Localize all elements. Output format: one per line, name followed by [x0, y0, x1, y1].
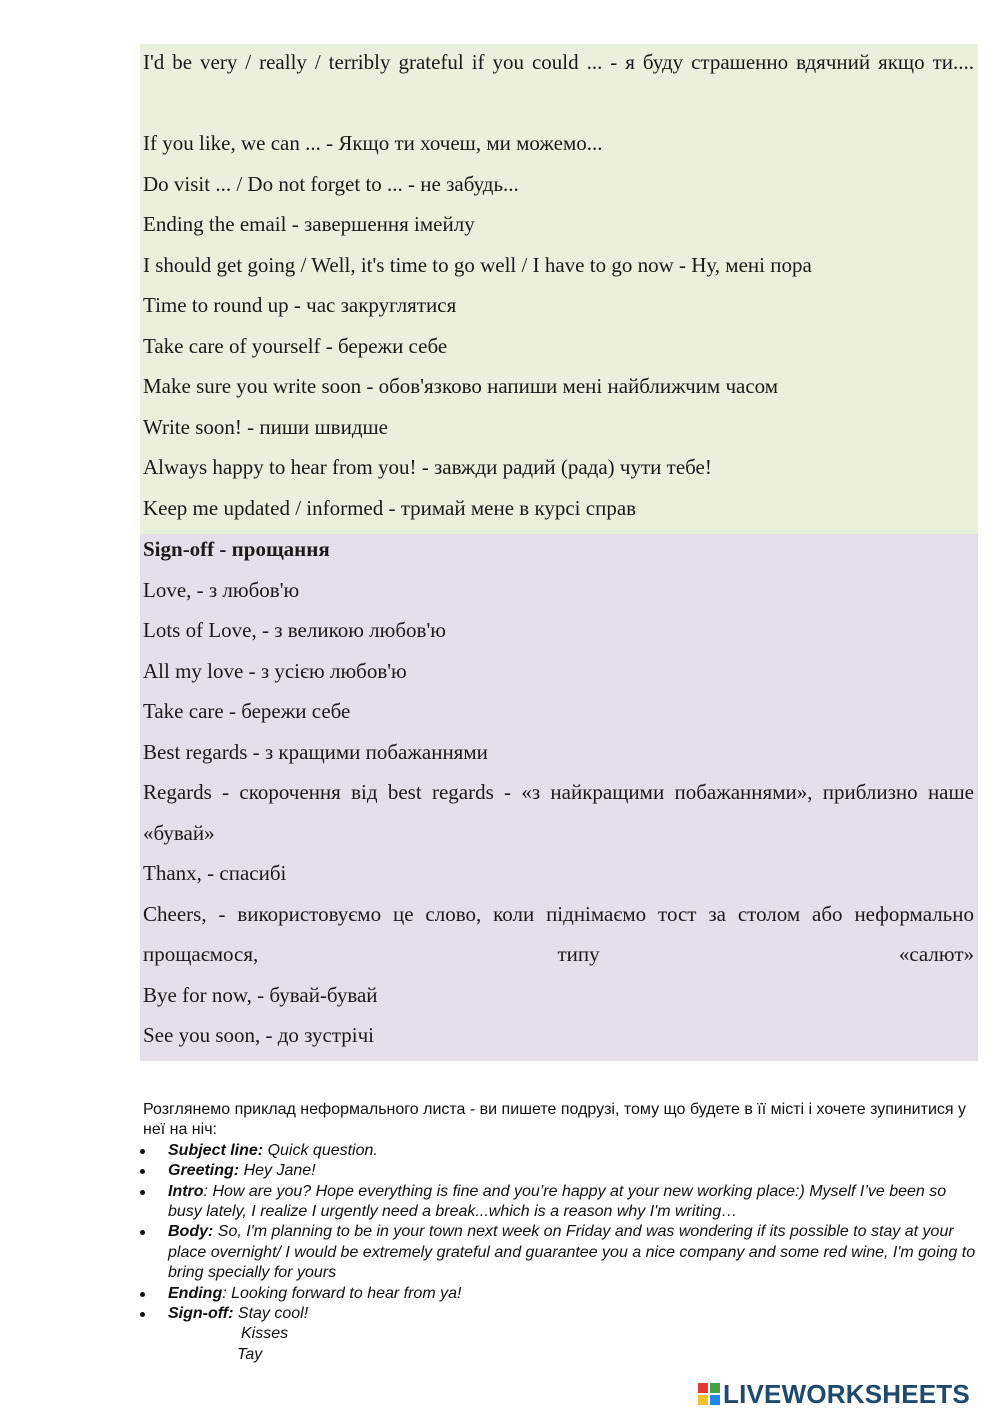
logo-text: LIVEWORKSHEETS: [723, 1378, 970, 1409]
item-label: Ending: [168, 1284, 223, 1302]
bullet-icon: [140, 1312, 145, 1317]
item-label: Sign-off:: [168, 1305, 234, 1323]
phrase-line: Make sure you write soon - обов'язково напиши мені найближчим часом: [143, 374, 779, 398]
item-label: Intro: [168, 1182, 204, 1200]
signoff-item: Thanx, - спасибі: [143, 861, 287, 885]
bullet-icon: [140, 1230, 145, 1235]
bullet-icon: [140, 1169, 145, 1174]
signoff-item: Lots of Love, - з великою любов'ю: [143, 618, 446, 642]
list-item: [143, 1161, 983, 1181]
item-text: Quick question.: [263, 1141, 378, 1159]
logo-square: [698, 1395, 708, 1405]
signoff-item: Love, - з любов'ю: [143, 577, 300, 602]
phrase-line: Time to round up - час закруглятися: [143, 293, 457, 317]
signoff-item: Regards - скорочення від best regards - «з найкращими побажаннями», приблизно наше «бувай»: [143, 780, 974, 845]
logo-square: [710, 1383, 720, 1393]
list-item: [143, 1222, 983, 1283]
list-item: [143, 1284, 983, 1304]
phrase-line: Write soon! - пиши швидше: [143, 414, 389, 439]
item-text: : Looking forward to hear from ya!: [222, 1284, 462, 1302]
phrase-line: Take care of yourself - бережи себе: [143, 333, 448, 358]
logo-square: [710, 1395, 720, 1405]
signoff-item: See you soon, - до зустрічі: [143, 1023, 375, 1047]
item-label: Body:: [168, 1223, 214, 1241]
signature-name: Tay: [237, 1345, 263, 1363]
list-item: [143, 1182, 983, 1223]
phrase-line: If you like, we can ... - Якщо ти хочеш, ми можемо...: [143, 131, 603, 155]
item-text: So, I'm planning to be in your town next week on Friday and was wondering if its possible to stay at your place overnight/ I would be extremely grateful and guarantee you a nice company and some red wine, I'm going to bring specially for yours: [168, 1223, 976, 1282]
bullet-icon: [140, 1149, 145, 1154]
liveworksheets-logo: [698, 1378, 970, 1410]
section-subheading: Ending the email - завершення імейлу: [143, 212, 475, 236]
item-text: Stay cool!: [233, 1305, 309, 1323]
logo-mark-icon: [698, 1383, 720, 1405]
example-letter: [143, 1100, 983, 1365]
signoff-block: [140, 534, 978, 1061]
phrase-line: I should get going / Well, it's time to go well / I have to go now - Ну, мені пора: [143, 252, 812, 277]
phrase-line: Do visit ... / Do not forget to ... - не забудь...: [143, 171, 519, 196]
phrase-line: I'd be very / really / terribly grateful if you could ... - я буду страшенно вдячний якщо ти....: [143, 50, 974, 74]
list-item: [143, 1141, 983, 1161]
phrase-line: Always happy to hear from you! - завжди радий (рада) чути тебе!: [143, 455, 712, 479]
example-intro: Розглянемо приклад неформального листа - ви пишете подрузі, тому що будете в її місті і хочете зупинитися у неї на ніч:: [143, 1101, 966, 1139]
item-text: : How are you? Hope everything is fine and you’re happy at your new working place:) Myself I’ve been so busy lately, I realize I urgently need a break...which is a reason why I'm writing…: [168, 1182, 947, 1221]
signoff-item: Bye for now, - бувай-бувай: [143, 982, 378, 1007]
list-item: [143, 1304, 983, 1324]
logo-square: [698, 1383, 708, 1393]
item-text: Hey Jane!: [239, 1162, 316, 1180]
signoff-item: Take care - бережи себе: [143, 699, 351, 723]
item-label: Subject line:: [168, 1141, 264, 1159]
ending-phrases-block: [140, 44, 978, 534]
signature-line: Kisses: [241, 1325, 289, 1343]
signoff-item: Cheers, - використовуємо це слово, коли піднімаємо тост за столом або неформально прощаємося, типу «салют»: [143, 901, 974, 966]
item-label: Greeting:: [168, 1162, 240, 1180]
example-list: [143, 1141, 983, 1325]
bullet-icon: [140, 1190, 145, 1195]
phrase-line: Keep me updated / informed - тримай мене в курсі справ: [143, 495, 637, 520]
bullet-icon: [140, 1292, 145, 1297]
signoff-heading: Sign-off - прощання: [143, 537, 330, 561]
signoff-item: Best regards - з кращими побажаннями: [143, 739, 488, 764]
signoff-item: All my love - з усією любов'ю: [143, 658, 407, 683]
